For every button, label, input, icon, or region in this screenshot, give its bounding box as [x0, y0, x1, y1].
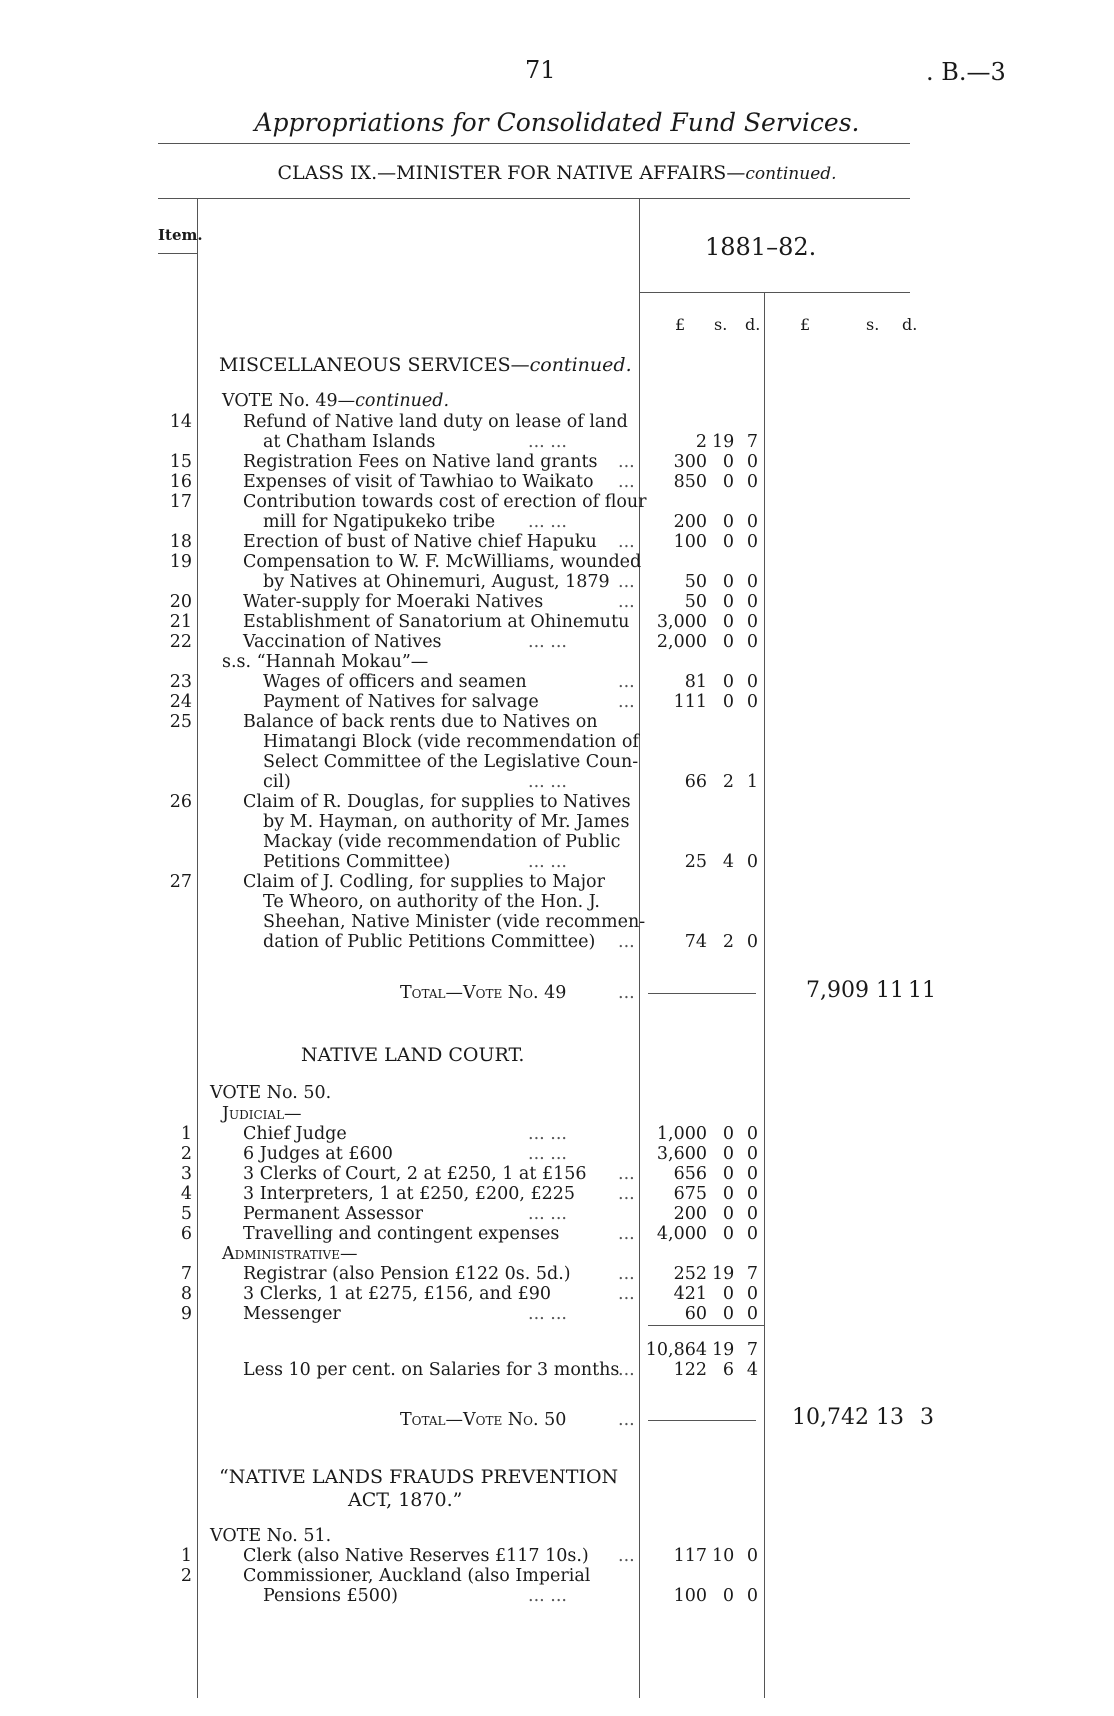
item-description: Water-supply for Moeraki Natives	[243, 592, 544, 612]
leader-dots: ...	[618, 1224, 635, 1244]
ledger-row	[0, 1304, 1114, 1324]
item-description: Refund of Native land duty on lease of land	[243, 412, 628, 432]
leader-dots: ...	[618, 692, 635, 712]
amount-pounds: 117	[673, 1546, 707, 1566]
vote-50-total-shillings: 13	[876, 1405, 904, 1430]
pounds-header: £	[675, 315, 686, 334]
less-deduction-row	[0, 1360, 1114, 1380]
ledger-row	[0, 872, 1114, 892]
item-number: 7	[180, 1264, 192, 1284]
leader-dots: ... ...	[528, 852, 567, 872]
ledger-row	[0, 572, 1114, 592]
leader-dots: ... ...	[528, 432, 567, 452]
item-number: 14	[169, 412, 192, 432]
item-number: 25	[169, 712, 192, 732]
item-description: Commissioner, Auckland (also Imperial	[243, 1566, 591, 1586]
item-number: 15	[169, 452, 192, 472]
ledger-row	[0, 432, 1114, 452]
amount-shillings: 0	[722, 1586, 734, 1606]
ledger-row	[0, 732, 1114, 752]
vote-50-label: VOTE No. 50.	[210, 1083, 332, 1103]
subtotal-shillings: 19	[712, 1340, 735, 1360]
ledger-row	[0, 1184, 1114, 1204]
ledger-row	[0, 592, 1114, 612]
title-rule	[158, 143, 910, 144]
amount-shillings: 19	[712, 1264, 735, 1284]
class-heading-main: CLASS IX.—MINISTER FOR NATIVE AFFAIRS—	[277, 162, 746, 184]
item-description: Te Wheoro, on authority of the Hon. J.	[263, 892, 600, 912]
amount-pence: 7	[746, 432, 758, 452]
document-reference: . B.—3	[926, 58, 1006, 86]
ledger-row	[0, 1224, 1114, 1244]
ledger-row	[0, 932, 1114, 952]
amount-pence: 0	[746, 592, 758, 612]
amount-pence: 0	[746, 472, 758, 492]
leader-dots: ...	[618, 452, 635, 472]
ledger-row	[0, 612, 1114, 632]
ledger-row	[0, 552, 1114, 572]
amount-pence: 0	[746, 932, 758, 952]
amount-pounds: 2	[695, 432, 707, 452]
leader-dots: ... ...	[528, 1586, 567, 1606]
ledger-row	[0, 632, 1114, 652]
leader-dots: ...	[618, 532, 635, 552]
item-description: 3 Clerks, 1 at £275, £156, and £90	[243, 1284, 552, 1304]
amount-pounds: 60	[684, 1304, 707, 1324]
amount-shillings: 0	[722, 1204, 734, 1224]
ledger-row	[0, 1566, 1114, 1586]
ledger-row	[0, 1204, 1114, 1224]
shillings-total-header: s.	[866, 315, 880, 334]
item-description: Permanent Assessor	[243, 1204, 424, 1224]
amount-pounds: 66	[684, 772, 707, 792]
amount-pounds: 2,000	[656, 632, 707, 652]
ledger-row	[0, 1164, 1114, 1184]
misc-heading-main: MISCELLANEOUS SERVICES—	[219, 354, 530, 376]
subtotal-pounds: 10,864	[645, 1340, 707, 1360]
item-description: Pensions £500)	[263, 1586, 398, 1606]
ledger-row	[0, 852, 1114, 872]
amount-pounds: 300	[673, 452, 707, 472]
administrative-subheading: Administrative—	[222, 1244, 358, 1264]
ledger-row	[0, 1284, 1114, 1304]
pence-header: d.	[745, 315, 761, 334]
item-number: 8	[180, 1284, 192, 1304]
item-description: 6 Judges at £600	[243, 1144, 393, 1164]
less-deduction-dots: ...	[618, 1360, 635, 1380]
item-description: s.s. “Hannah Mokau”—	[222, 652, 429, 672]
ledger-row	[0, 1264, 1114, 1284]
amount-pence: 0	[746, 1124, 758, 1144]
misc-services-heading	[219, 354, 632, 376]
amount-pence: 0	[746, 1304, 758, 1324]
frauds-act-heading-line2: ACT, 1870.”	[348, 1489, 463, 1511]
amount-shillings: 0	[722, 692, 734, 712]
amount-pounds: 3,600	[656, 1144, 707, 1164]
ledger-row	[0, 832, 1114, 852]
item-description: Claim of J. Codling, for supplies to Major	[243, 872, 605, 892]
misc-heading-continued: continued.	[529, 354, 632, 376]
amount-pence: 0	[746, 1144, 758, 1164]
item-description: Claim of R. Douglas, for supplies to Natives	[243, 792, 631, 812]
vote-50-total-dots: ...	[618, 1410, 635, 1430]
leader-dots: ...	[618, 472, 635, 492]
vote-49-total-shillings: 11	[876, 978, 904, 1003]
item-number: 21	[169, 612, 192, 632]
ledger-row	[0, 772, 1114, 792]
amount-pounds: 200	[673, 1204, 707, 1224]
item-number: 22	[169, 632, 192, 652]
less-deduction-shillings: 6	[722, 1360, 734, 1380]
amount-pence: 1	[746, 772, 758, 792]
leader-dots: ...	[618, 1546, 635, 1566]
item-description: Himatangi Block (vide recommendation of	[263, 732, 639, 752]
item-description: Establishment of Sanatorium at Ohinemutu	[243, 612, 630, 632]
amount-shillings: 0	[722, 1144, 734, 1164]
item-number: 2	[180, 1144, 192, 1164]
amount-pence: 0	[746, 692, 758, 712]
amount-pence: 0	[746, 1204, 758, 1224]
vote-51-label: VOTE No. 51.	[210, 1526, 332, 1546]
leader-dots: ...	[618, 932, 635, 952]
item-number: 27	[169, 872, 192, 892]
amount-shillings: 2	[722, 932, 734, 952]
amount-pounds: 675	[673, 1184, 707, 1204]
leader-dots: ... ...	[528, 772, 567, 792]
item-number: 5	[180, 1204, 192, 1224]
amount-pounds: 3,000	[656, 612, 707, 632]
ledger-row	[0, 412, 1114, 432]
amount-shillings: 0	[722, 632, 734, 652]
amount-pence: 0	[746, 612, 758, 632]
item-description: at Chatham Islands	[263, 432, 436, 452]
amount-shillings: 0	[722, 452, 734, 472]
amount-pounds: 50	[684, 592, 707, 612]
amount-shillings: 0	[722, 1284, 734, 1304]
less-deduction-pounds: 122	[673, 1360, 707, 1380]
pounds-total-header: £	[800, 315, 811, 334]
year-header: 1881–82.	[705, 233, 817, 261]
vote-49-total-pounds: 7,909	[806, 978, 869, 1003]
leader-dots: ... ...	[528, 512, 567, 532]
amount-shillings: 0	[722, 1184, 734, 1204]
ledger-row	[0, 672, 1114, 692]
amount-pounds: 100	[673, 1586, 707, 1606]
item-description: Contribution towards cost of erection of flour	[243, 492, 647, 512]
item-description: Messenger	[243, 1304, 341, 1324]
ledger-row	[0, 492, 1114, 512]
item-description: by Natives at Ohinemuri, August, 1879	[263, 572, 610, 592]
item-number: 18	[169, 532, 192, 552]
vote-49-total-label: Total—Vote No. 49	[400, 983, 567, 1003]
ledger-row	[0, 712, 1114, 732]
vote-50-total-label: Total—Vote No. 50	[400, 1410, 567, 1430]
pence-total-header: d.	[902, 315, 918, 334]
amount-pounds: 25	[684, 852, 707, 872]
less-deduction-pence: 4	[746, 1360, 758, 1380]
ledger-row	[0, 912, 1114, 932]
amount-pence: 0	[746, 1224, 758, 1244]
amount-pence: 0	[746, 512, 758, 532]
leader-dots: ...	[618, 572, 635, 592]
vote-49-continued: continued.	[355, 391, 450, 411]
amount-pence: 0	[746, 452, 758, 472]
amount-pounds: 111	[673, 692, 707, 712]
class-heading-continued: continued.	[745, 164, 837, 184]
item-description: 3 Interpreters, 1 at £250, £200, £225	[243, 1184, 576, 1204]
ledger-row	[0, 692, 1114, 712]
amount-pounds: 850	[673, 472, 707, 492]
item-description: Payment of Natives for salvage	[263, 692, 539, 712]
leader-dots: ... ...	[528, 632, 567, 652]
amount-pounds: 656	[673, 1164, 707, 1184]
amount-pounds: 4,000	[656, 1224, 707, 1244]
vote-49-label	[222, 391, 449, 411]
item-description: 3 Clerks of Court, 2 at £250, 1 at £156	[243, 1164, 587, 1184]
amount-pounds: 100	[673, 532, 707, 552]
amount-pence: 0	[746, 1546, 758, 1566]
amount-pence: 0	[746, 572, 758, 592]
item-description: Sheehan, Native Minister (vide recommen-	[263, 912, 646, 932]
amount-shillings: 0	[722, 572, 734, 592]
item-description: Balance of back rents due to Natives on	[243, 712, 598, 732]
item-number: 26	[169, 792, 192, 812]
leader-dots: ... ...	[528, 1304, 567, 1324]
item-description: Mackay (vide recommendation of Public	[263, 832, 621, 852]
ledger-row	[0, 512, 1114, 532]
amount-pounds: 1,000	[656, 1124, 707, 1144]
item-description: Chief Judge	[243, 1124, 347, 1144]
class-heading	[0, 162, 1114, 184]
item-number: 6	[180, 1224, 192, 1244]
item-description: cil)	[263, 772, 291, 792]
amount-shillings: 0	[722, 532, 734, 552]
item-description: Clerk (also Native Reserves £117 10s.)	[243, 1546, 589, 1566]
item-description: Travelling and contingent expenses	[243, 1224, 560, 1244]
item-number: 1	[180, 1124, 192, 1144]
native-land-court-heading: NATIVE LAND COURT.	[301, 1044, 525, 1066]
ledger-row	[0, 1144, 1114, 1164]
amount-pounds: 421	[673, 1284, 707, 1304]
vote-49-total-dots: ...	[618, 983, 635, 1003]
item-description: Registration Fees on Native land grants	[243, 452, 598, 472]
item-number: 1	[180, 1546, 192, 1566]
item-column-header: Item.	[158, 226, 203, 244]
leader-dots: ...	[618, 672, 635, 692]
leader-dots: ...	[618, 1184, 635, 1204]
table-top-rule	[158, 198, 910, 199]
item-description: Expenses of visit of Tawhiao to Waikato	[243, 472, 594, 492]
amount-shillings: 0	[722, 1304, 734, 1324]
item-number: 19	[169, 552, 192, 572]
item-number: 9	[180, 1304, 192, 1324]
item-description: Registrar (also Pension £122 0s. 5d.)	[243, 1264, 571, 1284]
leader-dots: ...	[618, 592, 635, 612]
amount-shillings: 2	[722, 772, 734, 792]
amount-shillings: 10	[712, 1546, 735, 1566]
ledger-row	[0, 472, 1114, 492]
year-header-underline	[639, 292, 910, 293]
ledger-row	[0, 892, 1114, 912]
vote-50-subtotal-row	[0, 1340, 1114, 1360]
page-title: Appropriations for Consolidated Fund Services.	[254, 108, 860, 137]
amount-shillings: 0	[722, 1124, 734, 1144]
item-description: Erection of bust of Native chief Hapuku	[243, 532, 597, 552]
ledger-row	[0, 532, 1114, 552]
leader-dots: ... ...	[528, 1124, 567, 1144]
amount-pence: 0	[746, 1184, 758, 1204]
amount-shillings: 0	[722, 612, 734, 632]
ledger-row	[0, 452, 1114, 472]
less-deduction-label: Less 10 per cent. on Salaries for 3 months	[243, 1360, 620, 1380]
leader-dots: ... ...	[528, 1144, 567, 1164]
amount-shillings: 0	[722, 672, 734, 692]
ledger-row	[0, 652, 1114, 672]
leader-dots: ...	[618, 1264, 635, 1284]
ledger-row	[0, 812, 1114, 832]
item-description: by M. Hayman, on authority of Mr. James	[263, 812, 630, 832]
amount-pence: 7	[746, 1264, 758, 1284]
amount-shillings: 4	[722, 852, 734, 872]
amount-shillings: 0	[722, 512, 734, 532]
amount-pounds: 252	[673, 1264, 707, 1284]
amount-pence: 0	[746, 852, 758, 872]
shillings-header: s.	[714, 315, 728, 334]
item-number: 23	[169, 672, 192, 692]
page-number: 71	[525, 56, 556, 84]
leader-dots: ...	[618, 1284, 635, 1304]
item-number: 20	[169, 592, 192, 612]
item-number: 3	[180, 1164, 192, 1184]
item-description: mill for Ngatipukeko tribe	[263, 512, 496, 532]
vote-49-total-row	[0, 978, 1114, 1003]
ledger-row	[0, 1124, 1114, 1144]
item-description: Wages of officers and seamen	[263, 672, 527, 692]
item-description: Select Committee of the Legislative Coun-	[263, 752, 639, 772]
amount-shillings: 0	[722, 1164, 734, 1184]
leader-dots: ... ...	[528, 1204, 567, 1224]
ledger-row	[0, 1546, 1114, 1566]
amount-pounds: 74	[684, 932, 707, 952]
judicial-subheading: Judicial—	[222, 1104, 302, 1124]
amount-shillings: 0	[722, 592, 734, 612]
amount-pence: 0	[746, 532, 758, 552]
leader-dots: ...	[618, 1164, 635, 1184]
amount-pence: 0	[746, 1586, 758, 1606]
amount-pounds: 81	[684, 672, 707, 692]
item-number: 16	[169, 472, 192, 492]
amount-shillings: 0	[722, 472, 734, 492]
item-number: 17	[169, 492, 192, 512]
item-number: 4	[180, 1184, 192, 1204]
item-description: Vaccination of Natives	[243, 632, 442, 652]
ledger-row	[0, 752, 1114, 772]
item-description: Compensation to W. F. McWilliams, wounded	[243, 552, 642, 572]
amount-pence: 0	[746, 1284, 758, 1304]
item-description: dation of Public Petitions Committee)	[263, 932, 596, 952]
item-header-underline	[158, 253, 197, 254]
vote-50-total-pounds: 10,742	[792, 1405, 869, 1430]
vote-49-total-pence: 11	[908, 978, 936, 1003]
frauds-act-heading-line1: “NATIVE LANDS FRAUDS PREVENTION	[219, 1466, 619, 1488]
item-number: 24	[169, 692, 192, 712]
item-description: Petitions Committee)	[263, 852, 451, 872]
subtotal-pence: 7	[746, 1340, 758, 1360]
item-number: 2	[180, 1566, 192, 1586]
amount-shillings: 0	[722, 1224, 734, 1244]
ledger-row	[0, 792, 1114, 812]
ledger-row	[0, 1586, 1114, 1606]
amount-shillings: 19	[712, 432, 735, 452]
amount-pence: 0	[746, 1164, 758, 1184]
subtotal-rule	[648, 1325, 764, 1326]
amount-pence: 0	[746, 632, 758, 652]
vote-49-main: VOTE No. 49—	[222, 391, 356, 411]
amount-pounds: 200	[673, 512, 707, 532]
vote-50-total-pence: 3	[920, 1405, 934, 1430]
amount-pounds: 50	[684, 572, 707, 592]
amount-pence: 0	[746, 672, 758, 692]
vote-50-total-row	[0, 1405, 1114, 1430]
